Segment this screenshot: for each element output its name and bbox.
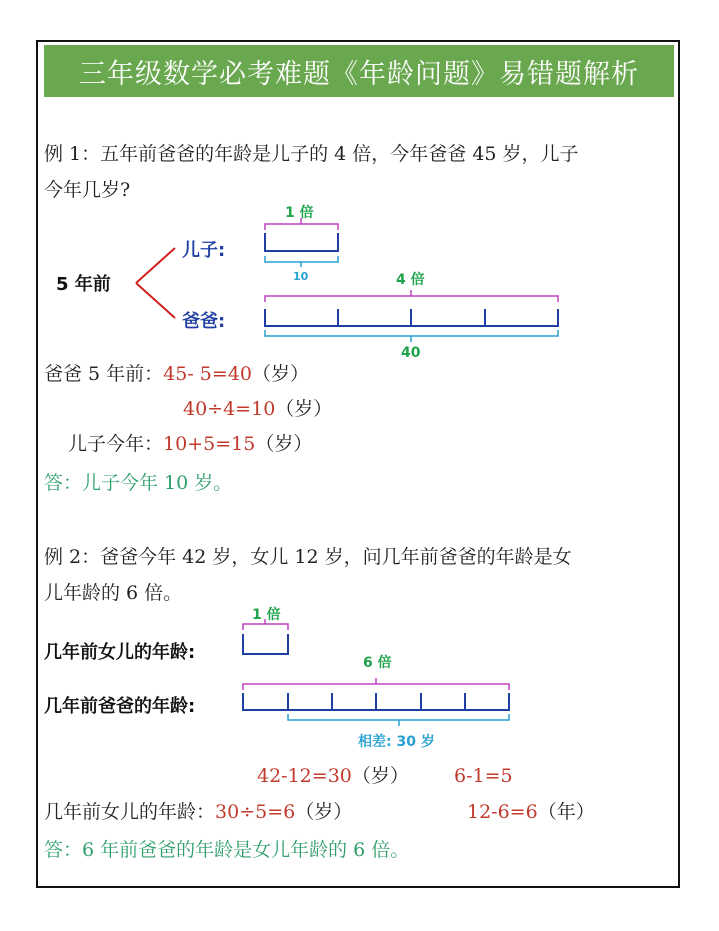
dad-times-label: 4 倍 bbox=[396, 272, 425, 288]
example1-step2: 40÷4=10（岁） bbox=[183, 398, 333, 420]
example1-step1: 爸爸 5 年前：45- 5=40（岁） bbox=[44, 363, 310, 385]
example2-question-line2: 儿年龄的 6 倍。 bbox=[44, 582, 183, 604]
difference-label: 相差: 30 岁 bbox=[358, 734, 435, 750]
dad-age-label: 几年前爸爸的年龄: bbox=[44, 696, 196, 717]
son-value-label: 10 bbox=[293, 270, 309, 283]
dad-brace-top bbox=[265, 290, 558, 302]
dad2-brace-top bbox=[243, 678, 509, 690]
difference-brace bbox=[288, 714, 509, 726]
dad-label: 爸爸: bbox=[182, 311, 226, 332]
son-segment bbox=[265, 233, 338, 251]
example1-answer: 答：儿子今年 10 岁。 bbox=[44, 472, 233, 494]
dad2-times-label: 6 倍 bbox=[363, 655, 392, 671]
son-times-label: 1 倍 bbox=[285, 205, 314, 221]
son-brace-bottom bbox=[265, 256, 338, 267]
example1-question-line1: 例 1：五年前爸爸的年龄是儿子的 4 倍，今年爸爸 45 岁，儿子 bbox=[44, 143, 579, 165]
daughter-times-label: 1 倍 bbox=[252, 607, 281, 623]
branch-line-son bbox=[136, 248, 175, 283]
example1-step3: 儿子今年：10+5=15（岁） bbox=[68, 433, 313, 455]
branch-line-dad bbox=[136, 283, 175, 318]
example2-question-line1: 例 2：爸爸今年 42 岁，女儿 12 岁，问几年前爸爸的年龄是女 bbox=[44, 546, 572, 568]
page-title: 三年级数学必考难题《年龄问题》易错题解析 bbox=[44, 45, 674, 97]
son-label: 儿子: bbox=[182, 240, 226, 261]
daughter-age-label: 几年前女儿的年龄: bbox=[44, 642, 196, 663]
dad-value-label: 40 bbox=[401, 345, 421, 361]
example2-calc2: 6-1=5 bbox=[454, 765, 513, 787]
dad-brace-bottom bbox=[265, 330, 558, 342]
example2-answer: 答：6 年前爸爸的年龄是女儿年龄的 6 倍。 bbox=[44, 839, 410, 861]
example2-calc1: 42-12=30（岁） bbox=[257, 765, 409, 787]
root-label-5-years-ago: 5 年前 bbox=[56, 274, 111, 295]
example1-question-line2: 今年几岁? bbox=[44, 179, 131, 201]
example2-calc3: 几年前女儿的年龄：30÷5=6（岁） bbox=[44, 801, 353, 823]
example2-calc4: 12-6=6（年） bbox=[467, 801, 595, 823]
daughter-segment bbox=[243, 634, 288, 654]
